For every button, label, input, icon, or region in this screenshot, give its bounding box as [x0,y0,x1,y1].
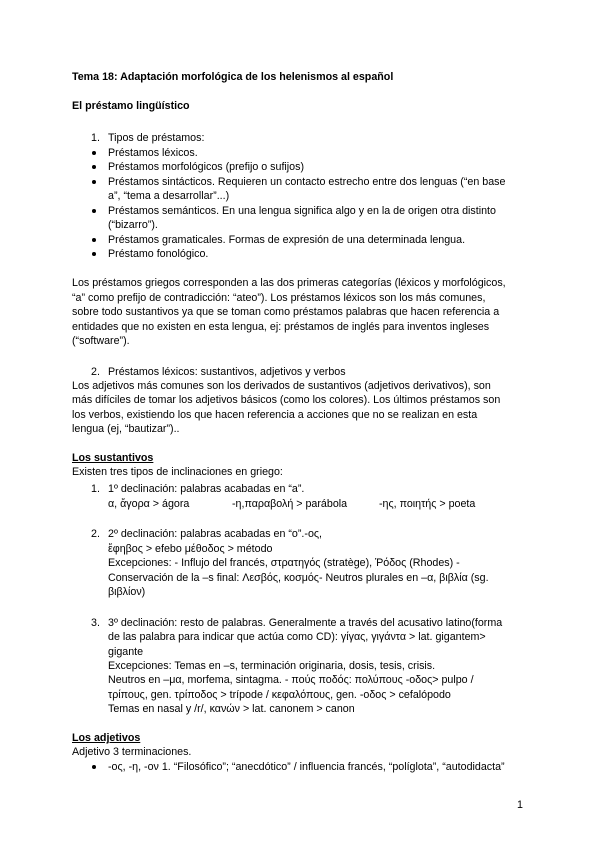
bullet-icon [92,252,96,256]
bullet-icon [92,180,96,184]
declension-1: 1º declinación: palabras acabadas en “a”. [108,483,305,495]
example-line: -ης, ποιητής > poeta [379,498,476,510]
bullet-icon [92,765,96,769]
list-number-1: 1. [91,132,100,144]
paragraph-line: Los préstamos griegos corresponden a las dos primeras categorías (léxicos y morfológicos, [72,277,506,289]
paragraph-line: sobre todo sustantivos ya que se toman como préstamos palabras que hacen referencia a [72,306,500,318]
example-line: -η,παραβολή > parábola [232,498,348,510]
bullet-item: Préstamos morfológicos (prefijo o sufijos) [108,161,305,173]
list-item-prestamos-lexicos: Préstamos léxicos: sustantivos, adjetivos y verbos [108,366,346,378]
paragraph-line: Adjetivo 3 terminaciones. [72,746,192,758]
example-line: α, ἄγορα > ágora [108,498,190,510]
example-line: Neutros en –μα, morfema, sintagma. - πούς ποδός: πολύπους -οδος> pulpo / [108,674,474,686]
bullet-item: Préstamo fonológico. [108,248,209,260]
bullet-item: Préstamos léxicos. [108,147,198,159]
list-number-3: 3. [91,617,100,629]
list-item-tipos: Tipos de préstamos: [108,132,205,144]
page-number: 1 [517,799,523,811]
declension-2: 2º declinación: palabras acabadas en “o”.-ος, [108,528,323,540]
heading-prestamo: El préstamo lingüístico [72,100,190,112]
example-line: Temas en nasal y /r/, κανών > lat. canonem > canon [108,703,355,715]
example-line: de las palabra para indicar que actúa como CD): γίγας, γιγάντα > lat. gigantem> [108,631,486,643]
bullet-item: -ος, -η, -ον 1. “Filosófico”; “anecdótico” / influencia francés, “políglota”, “autodidacta” [108,761,505,773]
list-number-1: 1. [91,483,100,495]
declension-3: 3º declinación: resto de palabras. Generalmente a través del acusativo latino(forma [108,617,503,629]
bullet-item-continuation: (“bizarro”). [108,219,158,231]
paragraph-line: lengua (ej, “bautizar”).. [72,423,180,435]
list-number-2: 2. [91,528,100,540]
paragraph-line: Los adjetivos más comunes son los derivados de sustantivos (adjetivos derivativos), son [72,380,491,392]
bullet-icon [92,165,96,169]
example-line: gigante [108,646,144,658]
bullet-item: Préstamos semánticos. En una lengua significa algo y en la de origen otra distinto [108,205,496,217]
list-number-2: 2. [91,366,100,378]
bullet-icon [92,238,96,242]
example-line: Excepciones: - Influjo del francés, στρατηγός (stratège), Ῥόδος (Rhodes) - [108,557,460,569]
example-line: τρίπους, gen. τρίποδος > trípode / κεφαλόπους, gen. -οδος > cefalópodo [108,689,451,701]
bullet-icon [92,209,96,213]
paragraph-line: más difíciles de tomar los adjetivos básicos (como los colores). Los últimos préstamos son [72,394,501,406]
paragraph-line: “a” como prefijo de contradicción: “ateo”). Los préstamos léxicos son los más comunes, [72,292,486,304]
example-line: βιβλίον) [108,586,146,598]
paragraph-line: Existen tres tipos de inclinaciones en griego: [72,466,283,478]
example-line: ἔφηβος > efebo μέθοδος > método [108,543,273,555]
paragraph-line: los verbos, existiendo los que hacen referencia a acciones que no se realizan en esta [72,409,478,421]
paragraph-line: entidades que no existen en esta lengua, ej: préstamos de inglés para inventos ingleses [72,321,490,333]
heading-adjetivos: Los adjetivos [72,732,141,744]
example-line: Conservación de la –s final: Λεσβός, κοσμός- Neutros plurales en –α, βιβλία (sg. [108,572,489,584]
document-title: Tema 18: Adaptación morfológica de los helenismos al español [72,71,394,83]
bullet-icon [92,151,96,155]
example-line: Excepciones: Temas en –s, terminación originaria, dosis, tesis, crisis. [108,660,436,672]
heading-sustantivos: Los sustantivos [72,452,154,464]
bullet-item-continuation: a”, “tema a desarrollar”...) [108,190,230,202]
bullet-item: Préstamos gramaticales. Formas de expresión de una determinada lengua. [108,234,466,246]
paragraph-line: (“software”). [72,335,130,347]
bullet-item: Préstamos sintácticos. Requieren un contacto estrecho entre dos lenguas (“en base [108,176,506,188]
